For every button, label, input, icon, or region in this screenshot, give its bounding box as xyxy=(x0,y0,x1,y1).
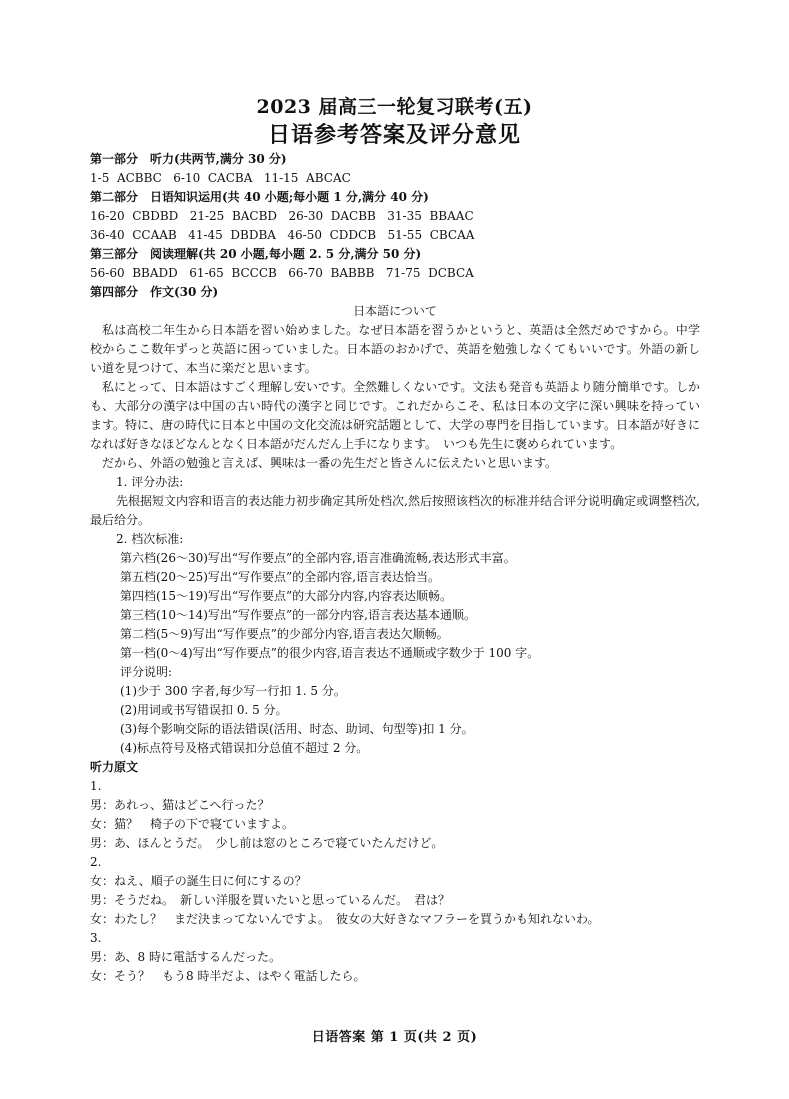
scoring-note-4: (4)标点符号及格式错误扣分总值不超过 2 分。 xyxy=(120,741,369,755)
grade-level-6: 第六档(26～30)写出“写作要点”的全部内容,语言准确流畅,表达形式丰富。 xyxy=(120,551,516,565)
page-content xyxy=(90,150,700,986)
part4-heading: 第四部分 作文(30 分) xyxy=(90,285,219,299)
scoring-note-1: (1)少于 300 字者,每少写一行扣 1. 5 分。 xyxy=(120,684,346,698)
dialogue-line: 女：わたし？ まだ決まってないんですよ。 彼女の大好きなマフラーを買うかも知れないわ。 xyxy=(90,912,600,926)
dialogue-line: 男：そうだね。 新しい洋服を買いたいと思っているんだ。 君は？ xyxy=(90,893,451,907)
part2-answers-row1: 16-20 CBDBD 21-25 BACBD 26-30 DACBB 31-35 BBAAC xyxy=(90,209,474,223)
page-footer: 日语答案 第 1 页(共 2 页) xyxy=(311,1030,478,1045)
part3-heading: 第三部分 阅读理解(共 20 小题,每小题 2. 5 分,满分 50 分) xyxy=(90,247,422,261)
scoring-method-heading: 1. 评分办法: xyxy=(116,475,184,489)
scoring-note-2: (2)用词或书写错误扣 0. 5 分。 xyxy=(120,703,288,717)
grade-level-4: 第四档(15～19)写出“写作要点”的大部分内容,内容表达顺畅。 xyxy=(120,589,452,603)
scoring-method-text: 先根据短文内容和语言的表达能力初步确定其所处档次,然后按照该档次的标准并结合评分说明确定或调整档次,最后给分。 xyxy=(90,494,700,527)
scoring-note-3: (3)每个影响交际的语法错误(活用、时态、助词、句型等)扣 1 分。 xyxy=(120,722,474,736)
dialogue-line: 男：あれっ、猫はどこへ行った？ xyxy=(90,798,270,812)
listening-q1-number: 1. xyxy=(90,779,102,793)
essay-paragraph-2: 私にとって、日本語はすごく理解し安いです。全然難しくないです。文法も発音も英語より随分簡単です。しかも、大部分の漢字は中国の古い時代の漢字と同じです。これだからこそ、私は日本の文字に深い興味を持っています。特に、唐の時代に日本と中国の文化交流は研究話題として、大学の専門を目指しています。日本語が好きになれば好きなほどなんとなく日本語がだんだん上手になります。 いつも先生に褒められています。 xyxy=(90,380,700,451)
grade-level-1: 第一档(0～4)写出“写作要点”的很少内容,语言表达不通顺或字数少于 100 字。 xyxy=(120,646,540,660)
listening-q3-number: 3. xyxy=(90,931,102,945)
listening-heading: 听力原文 xyxy=(90,760,139,774)
essay-paragraph-3: だから、外語の勉強と言えば、興味は一番の先生だと皆さんに伝えたいと思います。 xyxy=(102,456,558,470)
part2-answers-row2: 36-40 CCAAB 41-45 DBDBA 46-50 CDDCB 51-55 CBCAA xyxy=(90,228,475,242)
part1-heading: 第一部分 听力(共两节,满分 30 分) xyxy=(90,152,287,166)
dialogue-line: 女：猫？ 椅子の下で寝ていますよ。 xyxy=(90,817,295,831)
part3-answers: 56-60 BBADD 61-65 BCCCB 66-70 BABBB 71-75 DCBCA xyxy=(90,266,474,280)
listening-q2-number: 2. xyxy=(90,855,102,869)
dialogue-line: 男：あ、ほんとうだ。 少し前は窓のところで寝ていたんだけど。 xyxy=(90,836,444,850)
essay-paragraph-1: 私は高校二年生から日本語を習い始めました。なぜ日本語を習うかというと、英語は全然だめですから。中学校からここ数年ずっと英語に困っていました。日本語のおかげで、英語を勉強しなくてもいいです。外語の新しい道を見つけて、本当に楽だと思います。 xyxy=(90,323,700,375)
grade-standard-heading: 2. 档次标准: xyxy=(116,532,184,546)
scoring-notes-heading: 评分说明: xyxy=(120,665,173,679)
exam-title: 2023 届高三一轮复习联考(五) xyxy=(256,96,533,118)
document-subtitle: 日语参考答案及评分意见 xyxy=(267,122,521,148)
grade-level-2: 第二档(5～9)写出“写作要点”的少部分内容,语言表达欠顺畅。 xyxy=(120,627,449,641)
part2-heading: 第二部分 日语知识运用(共 40 小题;每小题 1 分,满分 40 分) xyxy=(90,190,429,204)
essay-title: 日本語について xyxy=(353,304,437,318)
part1-answers: 1-5 ACBBC 6-10 CACBA 11-15 ABCAC xyxy=(90,171,351,185)
dialogue-line: 男：あ、8 時に電話するんだった。 xyxy=(90,950,281,964)
grade-level-3: 第三档(10～14)写出“写作要点”的一部分内容,语言表达基本通顺。 xyxy=(120,608,476,622)
grade-level-5: 第五档(20～25)写出“写作要点”的全部内容,语言表达恰当。 xyxy=(120,570,440,584)
dialogue-line: 女：ねえ、順子の誕生日に何にするの？ xyxy=(90,874,307,888)
dialogue-line: 女：そう？ もう8 時半だよ、はやく電話したら。 xyxy=(90,969,366,983)
